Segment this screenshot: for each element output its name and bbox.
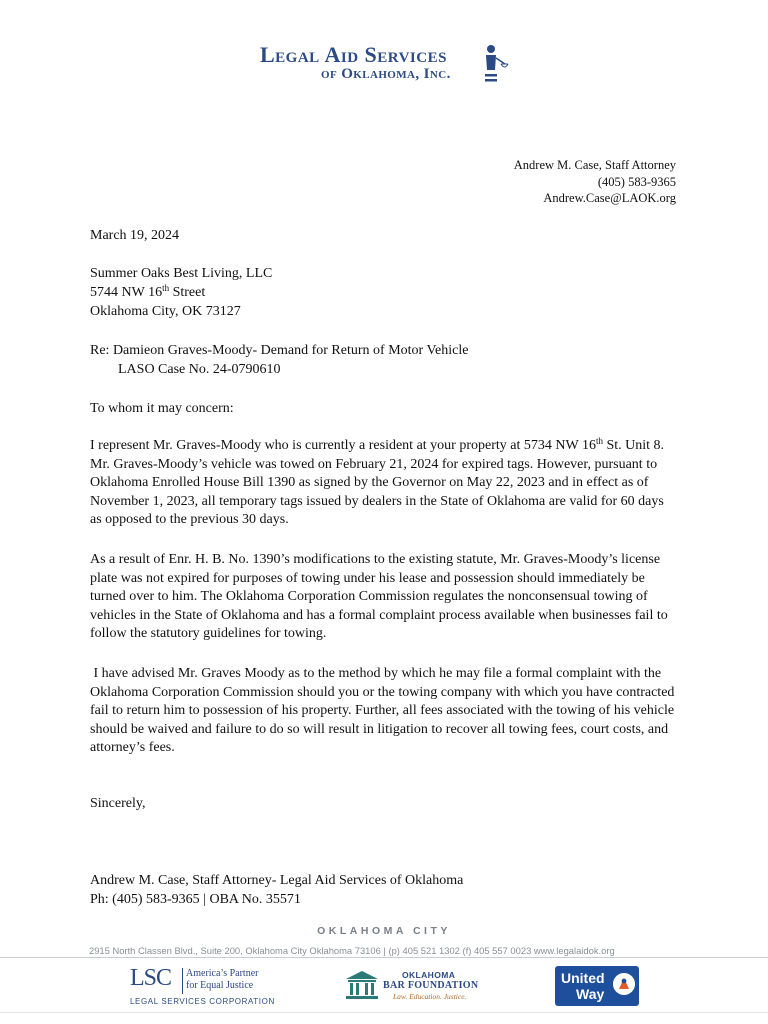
united-way-hand-icon	[613, 973, 635, 995]
footer-address: 2915 North Classen Blvd., Suite 200, Oklahoma City Oklahoma 73106 | (p) 405 521 1302 (f) 405 557 0023 www.legalaidok.org	[89, 945, 615, 956]
united-way-text-2: Way	[576, 986, 605, 1002]
sender-phone: (405) 583-9365	[597, 175, 676, 189]
obf-tagline: Law. Education. Justice.	[393, 992, 467, 1001]
salutation: To whom it may concern:	[90, 401, 234, 416]
letterhead-org-suffix: of Oklahoma, Inc.	[321, 66, 451, 82]
lsc-logo-mark: LSC	[130, 965, 172, 991]
letter-date: March 19, 2024	[90, 228, 180, 243]
courthouse-icon	[344, 969, 380, 1001]
letterhead-org-name: Legal Aid Services	[260, 42, 447, 67]
signature-line-1: Andrew M. Case, Staff Attorney- Legal Aid Services of Oklahoma	[90, 873, 464, 888]
lsc-logo-divider	[182, 968, 183, 994]
sender-name-title: Andrew M. Case, Staff Attorney	[513, 158, 676, 172]
body-paragraph-2: As a result of Enr. H. B. No. 1390’s modifications to the existing statute, Mr. Graves-Moody’s license plate was not expired for purposes of towing under his lease and possession should immediately be turned over to him. The Oklahoma Corporation Commission regulates the nonconsensual towing of vehicles in the State of Oklahoma and has a formal complaint process available when businesses fail to follow the statutory guidelines for towing.	[90, 552, 668, 641]
obf-line-1: OKLAHOMA	[402, 970, 456, 980]
footer-city: OKLAHOMA CITY	[317, 925, 451, 937]
footer-divider	[0, 957, 768, 958]
recipient-street: 5744 NW 16th Street	[90, 283, 206, 300]
sender-email[interactable]: Andrew.Case@LAOK.org	[543, 191, 676, 205]
recipient-city: Oklahoma City, OK 73127	[90, 304, 241, 319]
footer-bottom-divider	[0, 1012, 768, 1013]
lsc-tagline-2: for Equal Justice	[186, 980, 254, 991]
signature-line-2: Ph: (405) 583-9365 | OBA No. 35571	[90, 892, 301, 907]
recipient-name: Summer Oaks Best Living, LLC	[90, 266, 273, 281]
lady-justice-icon	[483, 44, 509, 86]
lsc-tagline-1: America’s Partner	[186, 968, 259, 979]
united-way-text-1: United	[561, 970, 605, 986]
obf-line-2: BAR FOUNDATION	[383, 980, 479, 991]
re-subject: Re: Damieon Graves-Moody- Demand for Return of Motor Vehicle	[90, 343, 469, 358]
body-paragraph-1: I represent Mr. Graves-Moody who is currently a resident at your property at 5734 NW 16th St. Unit 8. Mr. Graves-Moody’s vehicle was towed on February 21, 2024 for expired tags. However, pursuant to Oklahoma Enrolled House Bill 1390 as signed by the Governor on May 22, 2023 and in effect as of November 1, 2023, all temporary tags issued by dealers in the State of Oklahoma are valid for 60 days as opposed to the previous 30 days.	[90, 436, 665, 527]
body-paragraph-3: I have advised Mr. Graves Moody as to the method by which he may file a formal complaint with the Oklahoma Corporation Commission should you or the towing company with which you have contracted fail to return him to possession of his property. Further, all fees associated with the towing of his vehicle should be waived and failure to do so will result in litigation to recover all towing fees, court costs, and attorney’s fees.	[90, 666, 678, 755]
closing: Sincerely,	[90, 796, 146, 811]
lsc-subtitle: LEGAL SERVICES CORPORATION	[130, 997, 275, 1006]
re-case-number: LASO Case No. 24-0790610	[118, 362, 281, 377]
